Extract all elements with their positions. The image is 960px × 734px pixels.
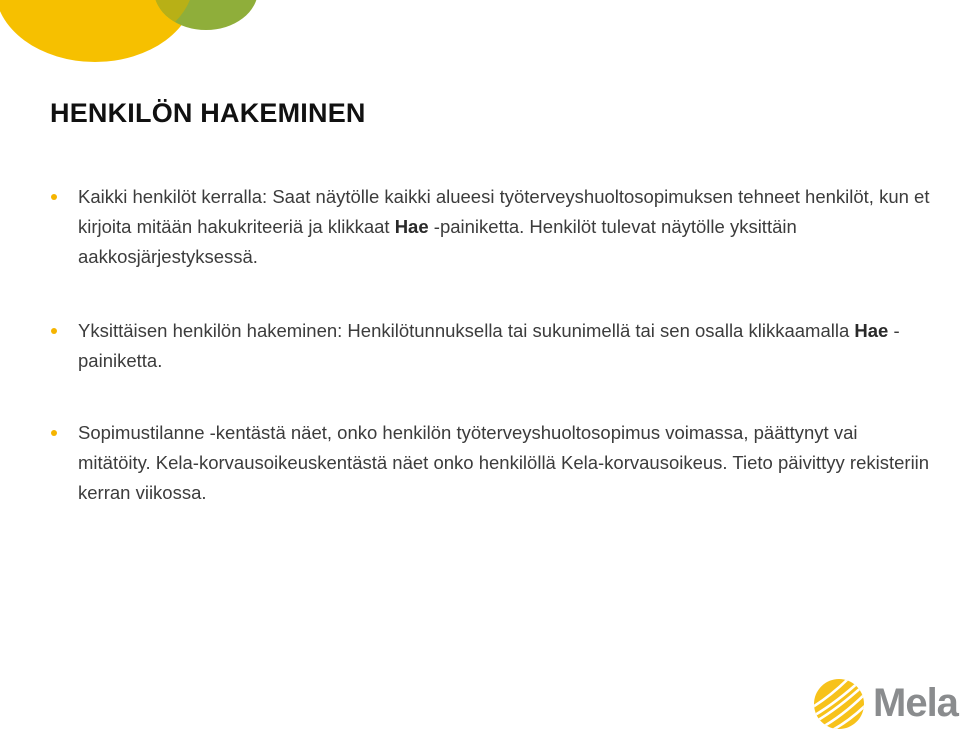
- bullet-item: [50, 316, 930, 376]
- bullet-text: Yksittäisen henkilön hakeminen: Henkilötunnuksella tai sukunimellä tai sen osalla klikkaamalla: [78, 320, 855, 341]
- bullet-list: [50, 182, 930, 550]
- bullet-item: [50, 418, 930, 508]
- hae-button-reference: Hae: [394, 216, 429, 237]
- mela-sun-icon: [813, 678, 865, 730]
- bullet-dot-icon: [51, 328, 57, 334]
- logo-wordmark: Mela: [873, 681, 958, 725]
- bullet-text: Sopimustilanne -kentästä näet, onko henkilön työterveyshuoltosopimus voimassa, päättynyt vai mitätöity. Kela-korvausoikeuskentästä näet onko henkilöllä Kela-korvausoikeus. Tieto päivittyy rekisteriin kerran viikossa.: [78, 422, 930, 503]
- bullet-item: [50, 182, 930, 272]
- mela-logo: [813, 676, 959, 732]
- bullet-text: -painiketta.: [78, 320, 900, 371]
- bullet-text: -painiketta. Henkilöt tulevat näytölle yksittäin aakkosjärjestyksessä.: [78, 216, 797, 267]
- bullet-dot-icon: [51, 430, 57, 436]
- bullet-text: Kaikki henkilöt kerralla: Saat näytölle kaikki alueesi työterveyshuoltosopimuksen tehneet henkilöt, kun et kirjoita mitään hakukriteeriä ja klikkaat: [78, 186, 930, 237]
- slide-title: HENKILÖN HAKEMINEN: [50, 98, 366, 128]
- bullet-dot-icon: [51, 194, 57, 200]
- corner-decoration: [0, 0, 300, 80]
- hae-button-reference: Hae: [854, 320, 889, 341]
